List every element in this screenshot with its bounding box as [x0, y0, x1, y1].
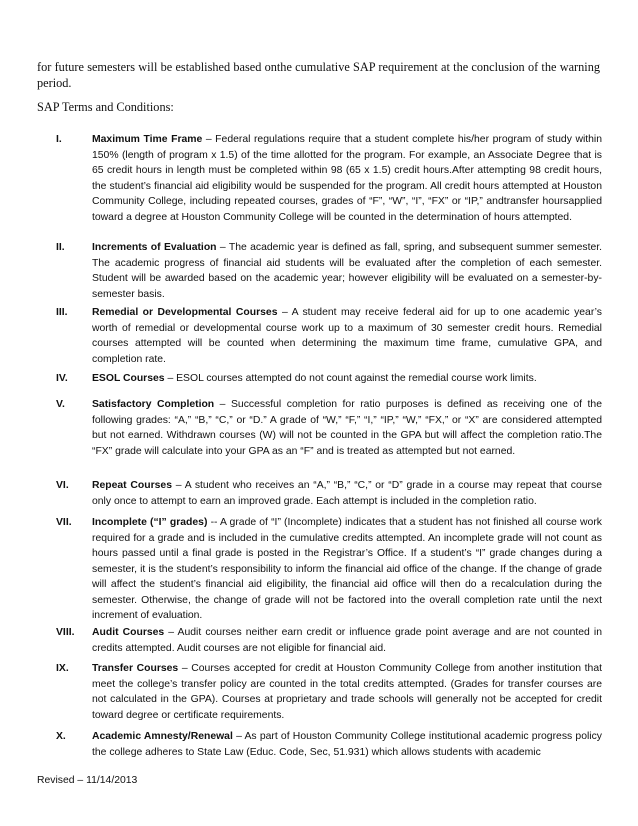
item-body: – Successful completion for ratio purposes is defined as receiving one of the following grades: “A,” “B,” “C,” or “D.” A grade of “W,” “F,” “I,” “IP,” “W,” “FX,” or “X” are considered attempted but not earned. Withdrawn courses (W) will not be counted in the GPA but will affect the completion ratio.The “FX” grade will calculate into your GPA as an “F” and is treated as attempted but not earned.: [92, 399, 602, 457]
item-title: Increments of Evaluation: [92, 242, 217, 253]
item-text: [92, 240, 602, 302]
item-body: – The academic year is defined as fall, spring, and subsequent summer semester. The academic progress of financial aid students will be evaluated after the completion of each semester. Student will be awarded based on the academic year; however eligibility will be evaluated on a semester-by-semester basis.: [92, 242, 603, 300]
item-number: IX.: [56, 663, 69, 674]
item-title: ESOL Courses: [92, 373, 165, 384]
item-body: – Federal regulations require that a student complete his/her program of study within 150% (length of program x 1.5) of the time allotted for the program. For example, an Associate Degree that is 65 credit hours in length must be completed within 98 (65 x 1.5) credit hours.After attempting 98 credit hours, the student’s financial aid eligibility would be suspended for the program. All credit hours attempted at Houston Community College, including repeated courses, grades of “F”, “W”, “I”, “FX” or “IP,” andtransfer hoursapplied toward a degree at Houston Community College will be counted in the determination of hours attempted.: [92, 134, 603, 223]
item-body: – Audit courses neither earn credit or influence grade point average and are not counted in credits attempted. Audit courses are not eligible for financial aid.: [92, 627, 602, 654]
item-title: Remedial or Developmental Courses: [92, 307, 278, 318]
item-number: II.: [56, 242, 65, 253]
revision-footer: Revised – 11/14/2013: [37, 775, 138, 786]
item-title: Academic Amnesty/Renewal: [92, 731, 233, 742]
item-text: [92, 729, 602, 760]
item-number: III.: [56, 307, 68, 318]
item-body: – ESOL courses attempted do not count against the remedial course work limits.: [164, 373, 537, 384]
item-number: VI.: [56, 480, 69, 491]
item-title: Incomplete (“I” grades): [92, 517, 208, 528]
item-title: Satisfactory Completion: [92, 399, 215, 410]
item-number: IV.: [56, 373, 68, 384]
item-text: [92, 305, 602, 367]
item-title: Repeat Courses: [92, 480, 172, 491]
item-title: Maximum Time Frame: [92, 134, 203, 145]
item-number: V.: [56, 399, 65, 410]
item-text: [92, 397, 602, 459]
item-body: – As part of Houston Community College institutional academic progress policy the college adheres to State Law (Educ. Code, Sec, 51.931) which allows students with academic: [92, 731, 602, 758]
item-text: [92, 515, 602, 624]
item-text: [92, 661, 602, 723]
intro-paragraph: for future semesters will be established based onthe cumulative SAP requirement at the conclusion of the warning period.: [37, 60, 600, 90]
item-text: [92, 132, 602, 225]
item-body: – A student may receive federal aid for up to one academic year’s worth of remedial or developmental course work up to a maximum of 30 semester credit hours. Remedial courses attempted will be counted when determining the maximum time frame, cumulative GPA, and completion rate.: [92, 307, 602, 365]
item-title: Audit Courses: [92, 627, 165, 638]
item-body: – A student who receives an “A,” “B,” “C,” or “D” grade in a course may repeat that course only once to attempt to earn an improved grade. Each attempt is included in the completion ratio.: [92, 480, 602, 507]
item-number: VIII.: [56, 627, 75, 638]
item-body: – Courses accepted for credit at Houston Community College from another institution that meet the college’s transfer policy are counted in the total credits attempted. (Grades for transfer courses are not calculated in the GPA). Courses at proprietary and trade schools will generally not be accepted for credit toward degree or certificate requirements.: [92, 663, 602, 721]
item-number: X.: [56, 731, 66, 742]
item-body: -- A grade of “I” (Incomplete) indicates that a student has not finished all course work required for a grade and is included in the cumulative credits attempted. An incomplete grade will not count as hours passed until a final grade is posted in the Registrar’s Office. If a student’s “I” grade changes during a semester, it is the student’s responsibility to inform the financial aid office of the change. If the change of grade will affect the student’s financial aid eligibility, the financial aid office will then do a recalculation during the semester. Otherwise, the change of grade will not be factored into the overall completion rate until the next increment of evaluation.: [92, 517, 602, 622]
item-text: [92, 371, 602, 387]
item-title: Transfer Courses: [92, 663, 179, 674]
item-number: VII.: [56, 517, 72, 528]
section-heading: SAP Terms and Conditions:: [37, 100, 174, 114]
item-number: I.: [56, 134, 62, 145]
item-text: [92, 478, 602, 509]
item-text: [92, 625, 602, 656]
